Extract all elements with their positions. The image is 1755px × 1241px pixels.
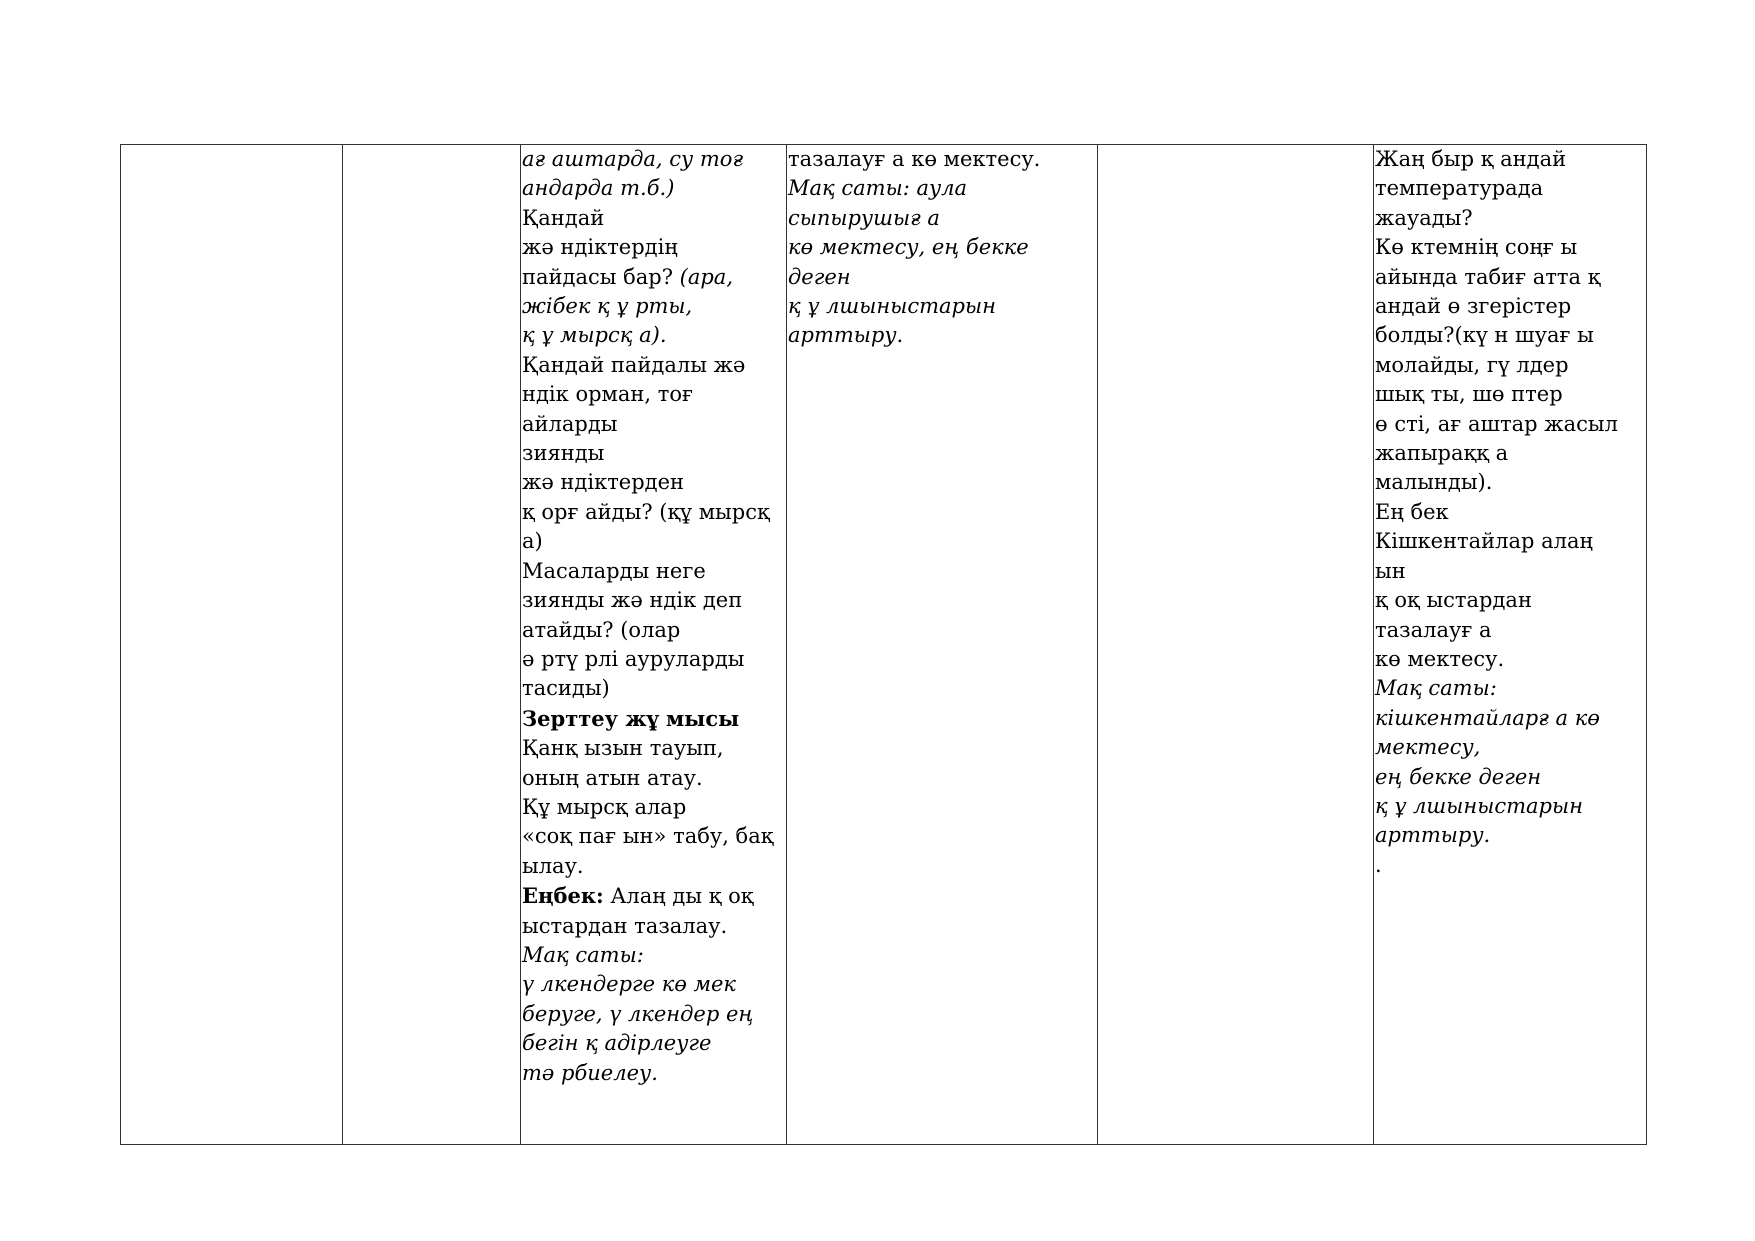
italic-text: деген <box>788 264 851 289</box>
text-line <box>788 204 1096 233</box>
italic-text: арттыру. <box>1375 823 1491 848</box>
text-line <box>788 145 1096 174</box>
text-run: кө мектесу. <box>1375 646 1505 671</box>
text-line <box>522 321 785 350</box>
italic-text: ү лкендерге кө мек <box>522 972 736 997</box>
table-cell-col3 <box>521 145 787 1145</box>
text-run: ндік орман, тоғ <box>522 382 693 407</box>
text-run: Қандай пайдалы жә <box>522 352 746 377</box>
text-line <box>1375 468 1645 497</box>
text-line <box>522 557 785 586</box>
text-run: «соқ пағ ын» табу, бақ <box>522 824 774 849</box>
text-run: болды?(кү н шуағ ы <box>1375 323 1594 348</box>
text-run: ылау. <box>522 853 584 878</box>
italic-text: тә рбиелеу. <box>522 1060 658 1085</box>
text-line <box>1375 145 1645 174</box>
text-line <box>522 174 785 203</box>
text-line <box>522 292 785 321</box>
text-line <box>522 410 785 439</box>
text-run: температурада <box>1375 176 1544 201</box>
text-line <box>522 912 785 941</box>
text-run: Алаң ды қ оқ <box>603 884 754 909</box>
text-run: а) <box>522 529 543 554</box>
italic-text: беруге, ү лкендер ең <box>522 1001 754 1026</box>
text-line <box>788 174 1096 203</box>
text-line <box>522 970 785 999</box>
italic-text: сыпырушығ а <box>788 205 940 230</box>
text-line <box>522 881 785 911</box>
text-run: Кішкентайлар алаң <box>1375 529 1593 554</box>
text-line <box>788 263 1096 292</box>
text-run: тасиды) <box>522 676 610 701</box>
text-run: зиянды <box>522 441 605 466</box>
text-run: қ оқ ыстардан <box>1375 588 1532 613</box>
text-line <box>1375 527 1645 556</box>
text-line <box>1375 821 1645 850</box>
italic-text: ағ аштарда, су тоғ <box>522 147 744 171</box>
bold-text: Еңбек: <box>522 883 604 909</box>
text-run: ө сті, ағ аштар жасыл <box>1375 411 1618 436</box>
text-run: Кө ктемнің соңғ ы <box>1375 235 1578 260</box>
text-line <box>1375 233 1645 262</box>
text-run: оның атын атау. <box>522 765 703 790</box>
text-run: жапыраққ а <box>1375 441 1509 466</box>
text-run: айында табиғ атта қ <box>1375 264 1601 289</box>
text-run: малынды). <box>1375 470 1493 495</box>
text-line <box>1375 174 1645 203</box>
text-line <box>522 351 785 380</box>
text-run: тазалауғ а <box>1375 617 1492 642</box>
italic-text: мектесу, <box>1375 735 1481 760</box>
italic-text: ең бекке деген <box>1375 764 1542 789</box>
text-line <box>1375 498 1645 527</box>
text-line <box>1375 380 1645 409</box>
table-cell-col1 <box>121 145 343 1145</box>
text-run: пайдасы бар? <box>522 264 680 289</box>
text-line <box>1375 351 1645 380</box>
text-run: Қанқ ызын тауып, <box>522 736 724 761</box>
text-line <box>1375 616 1645 645</box>
text-run: атайды? (олар <box>522 617 681 642</box>
italic-text: қ ұ лшыныстарын <box>1375 793 1583 818</box>
text-line <box>522 674 785 703</box>
text-line <box>1375 557 1645 586</box>
text-line <box>522 1000 785 1029</box>
text-run: айларды <box>522 411 618 436</box>
table-cell-col2 <box>343 145 521 1145</box>
text-line <box>1375 792 1645 821</box>
lesson-plan-table <box>120 144 1647 1145</box>
text-run: қ орғ айды? (құ мырсқ <box>522 499 770 524</box>
text-line <box>1375 263 1645 292</box>
text-line <box>1375 645 1645 674</box>
text-run: Ең бек <box>1375 499 1449 524</box>
text-line <box>1375 321 1645 350</box>
text-line <box>788 233 1096 262</box>
text-line <box>1375 851 1645 880</box>
text-line <box>1375 733 1645 762</box>
text-line <box>1375 410 1645 439</box>
italic-text: кө мектесу, ең бекке <box>788 235 1029 260</box>
italic-text: кішкентайларғ а кө <box>1375 705 1600 730</box>
text-line <box>522 704 785 734</box>
italic-text: қ ұ мырсқ а). <box>522 323 667 348</box>
text-line <box>788 321 1096 350</box>
text-line <box>522 616 785 645</box>
text-run: андай ө згерістер <box>1375 294 1572 319</box>
text-line <box>522 498 785 527</box>
italic-text: қ ұ лшыныстарын <box>788 294 996 319</box>
text-run: Жаң быр қ андай <box>1375 147 1567 171</box>
text-line <box>1375 586 1645 615</box>
text-run: молайды, гү лдер <box>1375 352 1569 377</box>
text-line <box>1375 204 1645 233</box>
text-run: Қандай <box>522 205 605 230</box>
table-cell-col6 <box>1374 145 1647 1145</box>
text-line <box>1375 704 1645 733</box>
text-line <box>1375 674 1645 703</box>
text-line <box>522 233 785 262</box>
text-run: жә ндіктердің <box>522 235 678 260</box>
text-run: зиянды жә ндік деп <box>522 588 743 613</box>
italic-text: жібек қ ұ рты, <box>522 294 693 319</box>
text-line <box>1375 292 1645 321</box>
italic-text: (ара, <box>679 264 734 289</box>
text-line <box>1375 439 1645 468</box>
text-line <box>522 468 785 497</box>
text-run: . <box>1375 852 1382 877</box>
table-cell-col5 <box>1098 145 1374 1145</box>
text-run: Масаларды неге <box>522 558 706 583</box>
italic-text: Мақ саты: <box>1375 676 1497 701</box>
text-line <box>522 439 785 468</box>
text-run: ә ртү рлі ауруларды <box>522 646 745 671</box>
italic-text: бегін қ адірлеуге <box>522 1031 712 1056</box>
text-line <box>522 1029 785 1058</box>
text-line <box>522 941 785 970</box>
text-run: Құ мырсқ алар <box>522 794 687 819</box>
text-line <box>522 1059 785 1088</box>
text-line <box>522 645 785 674</box>
bold-text: Зерттеу жұ мысы <box>522 705 740 731</box>
text-line <box>522 145 785 174</box>
text-line <box>522 852 785 881</box>
text-run: ыстардан тазалау. <box>522 913 728 938</box>
text-line <box>788 292 1096 321</box>
text-line <box>522 793 785 822</box>
italic-text: Мақ саты: <box>522 942 644 967</box>
text-line <box>522 764 785 793</box>
text-line <box>1375 763 1645 792</box>
text-line <box>522 734 785 763</box>
italic-text: андарда т.б.) <box>522 176 675 201</box>
italic-text: арттыру. <box>788 323 904 348</box>
text-run: жә ндіктерден <box>522 470 685 495</box>
text-run: жауады? <box>1375 205 1473 230</box>
text-line <box>522 527 785 556</box>
text-run: шық ты, шө птер <box>1375 382 1563 407</box>
text-line <box>522 263 785 292</box>
text-line <box>522 204 785 233</box>
text-line <box>522 380 785 409</box>
table-cell-col4 <box>787 145 1098 1145</box>
text-line <box>522 586 785 615</box>
text-run: тазалауғ а кө мектесу. <box>788 147 1041 171</box>
text-run: ын <box>1375 558 1406 583</box>
text-line <box>522 822 785 851</box>
table-row <box>121 145 1647 1145</box>
italic-text: Мақ саты: аула <box>788 176 968 201</box>
